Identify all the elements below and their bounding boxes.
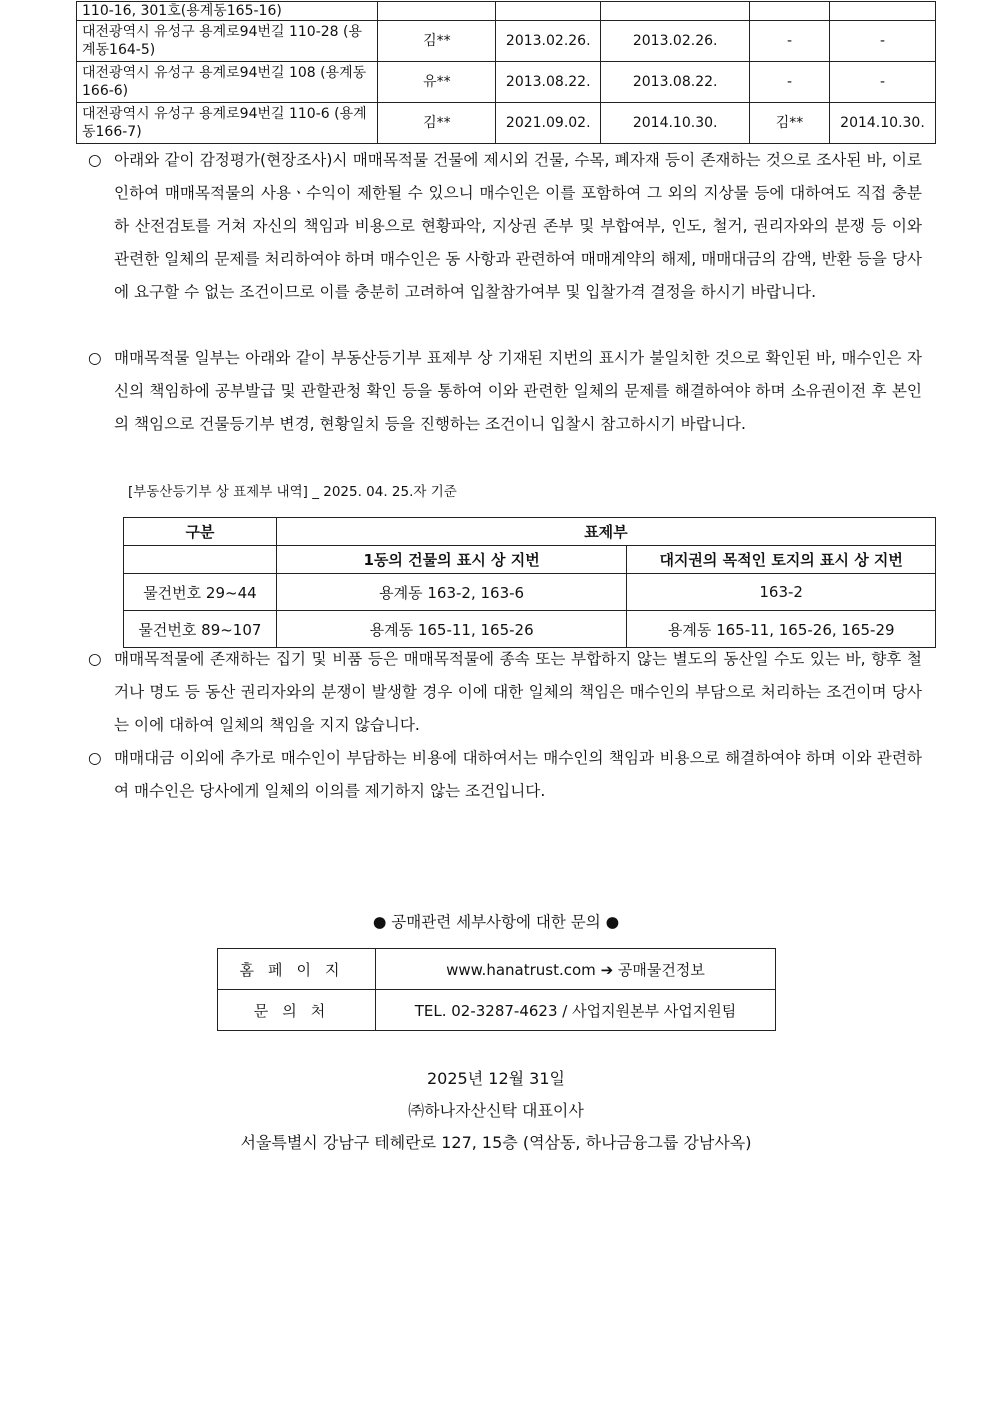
contact-table: [217, 948, 776, 1031]
land-lot-cell: 용계동 165-11, 165-26, 165-29: [627, 611, 936, 648]
date-cell: 2013.02.26.: [496, 21, 601, 62]
building-lot-cell: 용계동 165-11, 165-26: [276, 611, 627, 648]
owner-cell: [378, 2, 496, 21]
notice-paragraph: [88, 144, 922, 309]
date-cell: [601, 2, 750, 21]
date-cell: 2013.08.22.: [601, 62, 750, 103]
homepage-target: 공매물건정보: [617, 960, 705, 979]
date-cell: [496, 2, 601, 21]
date-cell: 2021.09.02.: [496, 103, 601, 144]
table-row: [218, 990, 776, 1031]
owner-cell: 유**: [378, 62, 496, 103]
value-cell: [829, 2, 935, 21]
table-row: [77, 21, 936, 62]
land-lot-cell: 163-2: [627, 574, 936, 611]
paragraph-text: 아래와 같이 감정평가(현장조사)시 매매목적물 건물에 제시외 건물, 수목, 폐자재 등이 존재하는 것으로 조사된 바, 이로 인하여 매매목적물의 사용ㆍ수익이 제한될 수 있으니 매수인은 이를 포함하여 그 외의 지상물 등에 대하여도 직접 충분하 산전검토를 거쳐 자신의 책임과 비용으로 현황파악, 지상권 존부 및 부합여부, 인도, 철거, 권리자와의 분쟁 등 이와 관련한 일체의 문제를 처리하여야 하며 매수인은 동 사항과 관련하여 매매계약의 해제, 매매대금의 감액, 반환 등을 당사에 요구할 수 없는 조건이므로 이를 충분히 고려하여 입찰참가여부 및 입찰가격 결정을 하시기 바랍니다.: [114, 151, 922, 301]
notice-paragraph: [88, 342, 922, 441]
address-cell: 110-16, 301호(용계동165-16): [77, 2, 378, 21]
label-cell: 물건번호 89~107: [124, 611, 277, 648]
bullet-circle-icon: ○: [88, 349, 102, 367]
address-cell: 대전광역시 유성구 용계로94번길 110-28 (용계동164-5): [77, 21, 378, 62]
date-cell: 2013.02.26.: [601, 21, 750, 62]
paragraph-text: 매매목적물에 존재하는 집기 및 비품 등은 매매목적물에 종속 또는 부합하지 않는 별도의 동산일 수도 있는 바, 향후 철거나 명도 등 동산 권리자와의 분쟁이 발생할 경우 이에 대한 일체의 책임은 매수인의 부담으로 처리하는 조건이며 당사는 이에 대하여 일체의 책임을 지지 않습니다.: [114, 650, 922, 734]
table-row: [77, 103, 936, 144]
homepage-value: [376, 949, 776, 990]
bullet-circle-icon: ○: [88, 749, 102, 767]
value-cell: -: [750, 62, 830, 103]
registry-note: [부동산등기부 상 표제부 내역] _ 2025. 04. 25.자 기준: [128, 484, 457, 500]
notice-paragraph: [88, 643, 922, 742]
property-owner-table: [76, 1, 936, 144]
registry-table: [123, 517, 936, 648]
footer-company: ㈜하나자산신탁 대표이사: [408, 1101, 584, 1120]
value-cell: 2014.10.30.: [829, 103, 935, 144]
value-cell: -: [750, 21, 830, 62]
header-cell: 표제부: [276, 518, 935, 546]
header-cell-empty: [124, 546, 277, 574]
table-header-row: [124, 518, 936, 546]
footer-address: 서울특별시 강남구 테헤란로 127, 15층 (역삼동, 하나금융그룹 강남사옥): [240, 1133, 752, 1152]
header-cell: 대지권의 목적인 토지의 표시 상 지번: [627, 546, 936, 574]
owner-cell: 김**: [378, 21, 496, 62]
value-cell: [750, 2, 830, 21]
contact-title: ● 공매관련 세부사항에 대한 문의 ●: [372, 913, 620, 931]
address-cell: 대전광역시 유성구 용계로94번길 110-6 (용계동166-7): [77, 103, 378, 144]
footer-date: 2025년 12월 31일: [427, 1069, 565, 1088]
arrow-right-icon: ➔: [600, 960, 614, 979]
table-row: [77, 2, 936, 21]
building-lot-cell: 용계동 163-2, 163-6: [276, 574, 627, 611]
owner-cell: 김**: [378, 103, 496, 144]
value-cell: -: [829, 62, 935, 103]
value-cell: 김**: [750, 103, 830, 144]
paragraph-text: 매매목적물 일부는 아래와 같이 부동산등기부 표제부 상 기재된 지번의 표시가 불일치한 것으로 확인된 바, 매수인은 자신의 책임하에 공부발급 및 관할관청 확인 등을 통하여 이와 관련한 일체의 문제를 해결하여야 하며 소유권이전 후 본인의 책임으로 건물등기부 변경, 현황일치 등을 진행하는 조건이니 입찰시 참고하시기 바랍니다.: [114, 349, 922, 433]
homepage-link[interactable]: www.hanatrust.com: [446, 960, 596, 979]
bullet-circle-icon: ○: [88, 650, 102, 668]
date-cell: 2013.08.22.: [496, 62, 601, 103]
date-cell: 2014.10.30.: [601, 103, 750, 144]
notice-paragraph: [88, 742, 922, 808]
inquiry-label: 문의처: [218, 990, 376, 1031]
header-cell: 구분: [124, 518, 277, 546]
table-row: [218, 949, 776, 990]
homepage-label: 홈페이지: [218, 949, 376, 990]
bullet-circle-icon: ○: [88, 151, 102, 169]
header-cell: 1동의 건물의 표시 상 지번: [276, 546, 627, 574]
value-cell: -: [829, 21, 935, 62]
address-cell: 대전광역시 유성구 용계로94번길 108 (용계동166-6): [77, 62, 378, 103]
inquiry-value: TEL. 02-3287-4623 / 사업지원본부 사업지원팀: [376, 990, 776, 1031]
label-cell: 물건번호 29~44: [124, 574, 277, 611]
table-row: [124, 574, 936, 611]
paragraph-text: 매매대금 이외에 추가로 매수인이 부담하는 비용에 대하여서는 매수인의 책임과 비용으로 해결하여야 하며 이와 관련하여 매수인은 당사에게 일체의 이의를 제기하지 않는 조건입니다.: [114, 749, 922, 800]
table-row: [77, 62, 936, 103]
table-row: [124, 611, 936, 648]
table-header-row: [124, 546, 936, 574]
